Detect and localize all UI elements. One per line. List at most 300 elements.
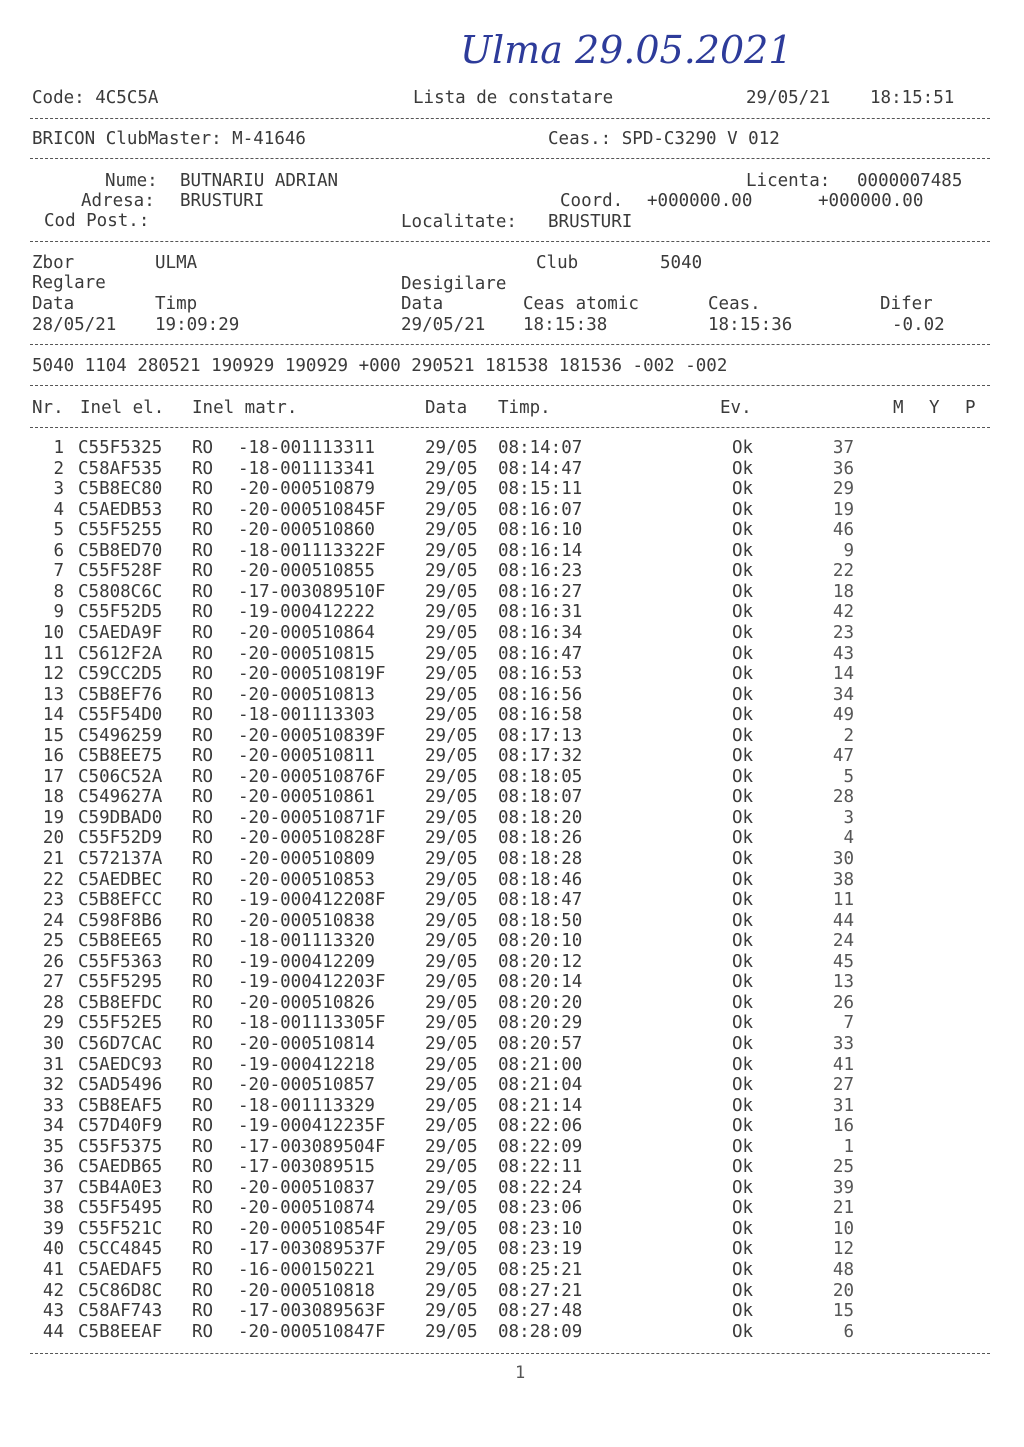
country-code: RO (192, 807, 214, 828)
arrival-date: 29/05 (425, 807, 478, 828)
position: 26 (832, 992, 854, 1013)
position: 12 (832, 1239, 854, 1260)
country-code: RO (192, 1033, 214, 1054)
event-status: Ok (732, 766, 754, 787)
country-code: RO (192, 746, 214, 767)
row-number: 37 (42, 1177, 64, 1198)
arrival-time: 08:16:23 (498, 561, 583, 582)
electronic-ring: C5C86D8C (78, 1280, 163, 1301)
table-row (0, 1281, 1024, 1302)
event-status: Ok (732, 705, 754, 726)
club-label: Club (536, 253, 579, 273)
event-status: Ok (732, 1218, 754, 1239)
table-row (0, 1096, 1024, 1117)
arrival-date: 29/05 (425, 951, 478, 972)
arrival-date: 29/05 (425, 746, 478, 767)
country-code: RO (192, 869, 214, 890)
document-title: Lista de constatare (413, 88, 614, 108)
electronic-ring: C5CC4845 (78, 1239, 163, 1260)
table-row (0, 1178, 1024, 1199)
row-number: 30 (42, 1033, 64, 1054)
event-status: Ok (732, 458, 754, 479)
license-value: 0000007485 (857, 171, 963, 191)
country-code: RO (192, 458, 214, 479)
desig-clock-time: 18:15:36 (708, 315, 793, 335)
divider (30, 1353, 990, 1354)
arrival-date: 29/05 (425, 1033, 478, 1054)
divider (30, 241, 990, 242)
arrival-date: 29/05 (425, 705, 478, 726)
country-code: RO (192, 561, 214, 582)
electronic-ring: C5AEDAF5 (78, 1260, 163, 1280)
arrival-time: 08:23:06 (498, 1198, 583, 1219)
table-row (0, 952, 1024, 973)
table-row (0, 1198, 1024, 1219)
electronic-ring: C5496259 (78, 725, 163, 746)
arrival-date: 29/05 (425, 479, 478, 500)
position: 33 (832, 1033, 854, 1054)
address-label: Adresa: (81, 191, 155, 211)
position: 43 (832, 643, 854, 664)
reglare-time: 19:09:29 (155, 315, 240, 335)
position: 4 (843, 828, 854, 849)
row-number: 27 (42, 972, 64, 993)
arrival-date: 29/05 (425, 561, 478, 582)
arrival-time: 08:17:13 (498, 725, 583, 746)
divider (30, 158, 990, 159)
ring-number: -17-003089504F (238, 1136, 386, 1157)
arrival-date: 29/05 (425, 1136, 478, 1157)
col-y: Y (929, 398, 940, 418)
event-status: Ok (732, 1198, 754, 1219)
position: 21 (832, 1198, 854, 1219)
table-row (0, 1260, 1024, 1281)
position: 38 (832, 869, 854, 890)
table-row (0, 541, 1024, 562)
ring-number: -20-000510839F (238, 725, 386, 746)
electronic-ring: C58AF535 (78, 458, 163, 479)
print-time: 18:15:51 (870, 88, 955, 108)
row-number: 26 (42, 951, 64, 972)
event-status: Ok (732, 725, 754, 746)
zbor-label: Zbor (32, 253, 75, 273)
row-number: 38 (42, 1198, 64, 1219)
event-status: Ok (732, 479, 754, 500)
fancier-name: BUTNARIU ADRIAN (180, 171, 339, 191)
electronic-ring: C59DBAD0 (78, 807, 163, 828)
electronic-ring: C5B8EC80 (78, 479, 163, 500)
country-code: RO (192, 643, 214, 664)
country-code: RO (192, 1013, 214, 1034)
ring-number: -20-000510828F (238, 828, 386, 849)
ring-number: -20-000510855 (238, 561, 375, 582)
arrival-time: 08:20:29 (498, 1013, 583, 1034)
position: 22 (832, 561, 854, 582)
arrival-date: 29/05 (425, 458, 478, 479)
desigilare-label: Desigilare (401, 274, 507, 294)
event-status: Ok (732, 1321, 754, 1342)
arrival-date: 29/05 (425, 581, 478, 602)
row-number: 11 (42, 643, 64, 664)
table-row (0, 828, 1024, 849)
arrival-date: 29/05 (425, 622, 478, 643)
position: 3 (843, 807, 854, 828)
event-status: Ok (732, 807, 754, 828)
country-code: RO (192, 1218, 214, 1239)
position: 49 (832, 705, 854, 726)
arrival-time: 08:20:20 (498, 992, 583, 1013)
print-date: 29/05/21 (746, 88, 831, 108)
arrival-date: 29/05 (425, 725, 478, 746)
country-code: RO (192, 1177, 214, 1198)
event-status: Ok (732, 643, 754, 664)
divider (30, 427, 990, 428)
address-value: BRUSTURI (180, 191, 265, 211)
arrival-date: 29/05 (425, 1218, 478, 1239)
country-code: RO (192, 910, 214, 931)
ring-number: -20-000510860 (238, 520, 375, 541)
arrival-time: 08:18:05 (498, 766, 583, 787)
electronic-ring: C5B8EF76 (78, 684, 163, 705)
electronic-ring: C58AF743 (78, 1301, 163, 1322)
row-number: 9 (53, 602, 64, 623)
table-row (0, 726, 1024, 747)
row-number: 7 (53, 561, 64, 582)
electronic-ring: C5808C6C (78, 581, 163, 602)
ring-number: -20-000510845F (238, 499, 386, 520)
name-label: Nume: (105, 171, 158, 191)
locality-label: Localitate: (401, 212, 517, 232)
col-nr: Nr. (32, 398, 64, 418)
arrival-date: 29/05 (425, 1260, 478, 1280)
ring-number: -19-000412208F (238, 890, 386, 911)
electronic-ring: C5B8EAF5 (78, 1095, 163, 1116)
row-number: 32 (42, 1075, 64, 1096)
reglare-date: 28/05/21 (32, 315, 117, 335)
desig-date: 29/05/21 (401, 315, 486, 335)
ring-number: -20-000510874 (238, 1198, 375, 1219)
position: 16 (832, 1116, 854, 1137)
ring-number: -18-001113320 (238, 931, 375, 952)
row-number: 43 (42, 1301, 64, 1322)
table-row (0, 972, 1024, 993)
row-number: 19 (42, 807, 64, 828)
country-code: RO (192, 828, 214, 849)
country-code: RO (192, 1239, 214, 1260)
row-number: 6 (53, 540, 64, 561)
table-row (0, 1239, 1024, 1260)
arrival-time: 08:16:14 (498, 540, 583, 561)
divider (30, 118, 990, 119)
arrival-date: 29/05 (425, 1280, 478, 1301)
country-code: RO (192, 1280, 214, 1301)
table-row (0, 1075, 1024, 1096)
page-number: 1 (515, 1363, 526, 1383)
table-row (0, 1301, 1024, 1322)
arrival-time: 08:21:00 (498, 1054, 583, 1075)
ring-number: -20-000510853 (238, 869, 375, 890)
table-row (0, 582, 1024, 603)
row-number: 33 (42, 1095, 64, 1116)
electronic-ring: C55F5255 (78, 520, 163, 541)
table-row (0, 438, 1024, 459)
arrival-date: 29/05 (425, 828, 478, 849)
event-status: Ok (732, 540, 754, 561)
row-number: 14 (42, 705, 64, 726)
row-number: 28 (42, 992, 64, 1013)
clock-label: Ceas.: SPD-C3290 V 012 (548, 129, 780, 149)
arrival-date: 29/05 (425, 1321, 478, 1342)
arrival-date: 29/05 (425, 1054, 478, 1075)
table-row (0, 520, 1024, 541)
table-row (0, 1137, 1024, 1158)
ring-number: -18-001113322F (238, 540, 386, 561)
ring-number: -20-000510847F (238, 1321, 386, 1342)
row-number: 17 (42, 766, 64, 787)
arrival-time: 08:20:14 (498, 972, 583, 993)
arrival-time: 08:23:10 (498, 1218, 583, 1239)
row-number: 3 (53, 479, 64, 500)
country-code: RO (192, 479, 214, 500)
event-status: Ok (732, 972, 754, 993)
country-code: RO (192, 499, 214, 520)
col-timp: Timp. (498, 398, 551, 418)
ceas-atomic-label: Ceas atomic (523, 294, 639, 314)
arrival-time: 08:16:56 (498, 684, 583, 705)
ring-number: -17-003089563F (238, 1301, 386, 1322)
ring-number: -20-000510813 (238, 684, 375, 705)
electronic-ring: C56D7CAC (78, 1033, 163, 1054)
col-data: Data (425, 398, 468, 418)
arrival-time: 08:15:11 (498, 479, 583, 500)
event-status: Ok (732, 787, 754, 808)
row-number: 16 (42, 746, 64, 767)
event-status: Ok (732, 1013, 754, 1034)
country-code: RO (192, 1054, 214, 1075)
row-number: 18 (42, 787, 64, 808)
position: 27 (832, 1075, 854, 1096)
ring-number: -19-000412209 (238, 951, 375, 972)
arrival-time: 08:20:12 (498, 951, 583, 972)
position: 11 (832, 890, 854, 911)
ring-number: -16-000150221 (238, 1260, 375, 1280)
position: 7 (843, 1013, 854, 1034)
arrival-date: 29/05 (425, 766, 478, 787)
electronic-ring: C5B8ED70 (78, 540, 163, 561)
arrival-date: 29/05 (425, 1075, 478, 1096)
coord-label: Coord. (560, 191, 624, 211)
ring-number: -20-000510838 (238, 910, 375, 931)
club-value: 5040 (660, 253, 703, 273)
arrival-date: 29/05 (425, 438, 478, 458)
ring-number: -19-000412203F (238, 972, 386, 993)
row-number: 24 (42, 910, 64, 931)
row-number: 10 (42, 622, 64, 643)
ring-number: -17-003089510F (238, 581, 386, 602)
desig-atomic-time: 18:15:38 (523, 315, 608, 335)
country-code: RO (192, 684, 214, 705)
country-code: RO (192, 520, 214, 541)
arrival-date: 29/05 (425, 684, 478, 705)
locality-value: BRUSTURI (548, 212, 633, 232)
row-number: 44 (42, 1321, 64, 1342)
event-status: Ok (732, 849, 754, 869)
arrival-date: 29/05 (425, 499, 478, 520)
electronic-ring: C55F528F (78, 561, 163, 582)
arrival-time: 08:21:14 (498, 1095, 583, 1116)
country-code: RO (192, 1321, 214, 1342)
arrival-date: 29/05 (425, 1198, 478, 1219)
position: 48 (832, 1260, 854, 1280)
row-number: 8 (53, 581, 64, 602)
country-code: RO (192, 540, 214, 561)
row-number: 41 (42, 1260, 64, 1280)
event-status: Ok (732, 1054, 754, 1075)
table-row (0, 561, 1024, 582)
electronic-ring: C5B8EE65 (78, 931, 163, 952)
electronic-ring: C55F52D5 (78, 602, 163, 623)
position: 37 (832, 438, 854, 458)
event-status: Ok (732, 828, 754, 849)
arrival-date: 29/05 (425, 1177, 478, 1198)
ring-number: -20-000510857 (238, 1075, 375, 1096)
country-code: RO (192, 438, 214, 458)
difer-label: Difer (880, 294, 933, 314)
ring-number: -20-000510837 (238, 1177, 375, 1198)
electronic-ring: C5AD5496 (78, 1075, 163, 1096)
table-row (0, 849, 1024, 870)
arrival-date: 29/05 (425, 972, 478, 993)
position: 6 (843, 1321, 854, 1342)
table-row (0, 746, 1024, 767)
row-number: 42 (42, 1280, 64, 1301)
arrival-time: 08:14:07 (498, 438, 583, 458)
electronic-ring: C55F5295 (78, 972, 163, 993)
row-number: 31 (42, 1054, 64, 1075)
country-code: RO (192, 602, 214, 623)
arrival-time: 08:18:20 (498, 807, 583, 828)
electronic-ring: C549627A (78, 787, 163, 808)
country-code: RO (192, 972, 214, 993)
event-status: Ok (732, 1116, 754, 1137)
row-number: 36 (42, 1157, 64, 1178)
arrival-time: 08:18:50 (498, 910, 583, 931)
position: 23 (832, 622, 854, 643)
arrival-time: 08:16:58 (498, 705, 583, 726)
table-row (0, 1013, 1024, 1034)
arrival-time: 08:21:04 (498, 1075, 583, 1096)
code-line: 5040 1104 280521 190929 190929 +000 290521 181538 181536 -002 -002 (32, 356, 728, 376)
electronic-ring: C55F5375 (78, 1136, 163, 1157)
country-code: RO (192, 622, 214, 643)
position: 19 (832, 499, 854, 520)
table-row (0, 808, 1024, 829)
ring-number: -20-000510809 (238, 849, 375, 869)
table-row (0, 1322, 1024, 1343)
arrival-time: 08:22:06 (498, 1116, 583, 1137)
position: 9 (843, 540, 854, 561)
position: 42 (832, 602, 854, 623)
position: 41 (832, 1054, 854, 1075)
postcode-label: Cod Post.: (44, 211, 150, 231)
event-status: Ok (732, 931, 754, 952)
table-row (0, 870, 1024, 891)
event-status: Ok (732, 1260, 754, 1280)
position: 47 (832, 746, 854, 767)
table-row (0, 993, 1024, 1014)
arrival-time: 08:25:21 (498, 1260, 583, 1280)
event-status: Ok (732, 622, 754, 643)
position: 13 (832, 972, 854, 993)
country-code: RO (192, 951, 214, 972)
table-row (0, 1116, 1024, 1137)
row-number: 15 (42, 725, 64, 746)
ceas-label: Ceas. (708, 294, 761, 314)
arrival-date: 29/05 (425, 540, 478, 561)
country-code: RO (192, 581, 214, 602)
row-number: 20 (42, 828, 64, 849)
desig-data-label: Data (401, 294, 444, 314)
arrival-time: 08:27:48 (498, 1301, 583, 1322)
ring-number: -18-001113311 (238, 438, 375, 458)
arrival-time: 08:18:47 (498, 890, 583, 911)
ring-number: -19-000412218 (238, 1054, 375, 1075)
handwritten-annotation: Ulma 29.05.2021 (460, 28, 793, 72)
electronic-ring: C5AEDB65 (78, 1157, 163, 1178)
table-row (0, 890, 1024, 911)
arrival-date: 29/05 (425, 1301, 478, 1322)
reglare-label: Reglare (32, 273, 106, 293)
arrival-time: 08:16:07 (498, 499, 583, 520)
reglare-timp-label: Timp (155, 294, 198, 314)
ring-number: -18-001113329 (238, 1095, 375, 1116)
arrival-time: 08:23:19 (498, 1239, 583, 1260)
electronic-ring: C5612F2A (78, 643, 163, 664)
event-status: Ok (732, 520, 754, 541)
event-status: Ok (732, 1177, 754, 1198)
ring-number: -20-000510871F (238, 807, 386, 828)
ring-number: -20-000510819F (238, 664, 386, 685)
position: 34 (832, 684, 854, 705)
electronic-ring: C5B4A0E3 (78, 1177, 163, 1198)
arrival-date: 29/05 (425, 1116, 478, 1137)
arrival-time: 08:18:28 (498, 849, 583, 869)
event-status: Ok (732, 992, 754, 1013)
electronic-ring: C55F521C (78, 1218, 163, 1239)
event-status: Ok (732, 1157, 754, 1178)
row-number: 35 (42, 1136, 64, 1157)
ring-number: -19-000412235F (238, 1116, 386, 1137)
position: 10 (832, 1218, 854, 1239)
arrival-time: 08:16:47 (498, 643, 583, 664)
arrival-date: 29/05 (425, 520, 478, 541)
table-row (0, 623, 1024, 644)
position: 45 (832, 951, 854, 972)
position: 30 (832, 849, 854, 869)
country-code: RO (192, 1157, 214, 1178)
table-row (0, 931, 1024, 952)
row-number: 12 (42, 664, 64, 685)
table-row (0, 602, 1024, 623)
arrival-time: 08:22:11 (498, 1157, 583, 1178)
position: 29 (832, 479, 854, 500)
country-code: RO (192, 1260, 214, 1280)
position: 24 (832, 931, 854, 952)
event-status: Ok (732, 561, 754, 582)
event-status: Ok (732, 664, 754, 685)
arrival-date: 29/05 (425, 602, 478, 623)
electronic-ring: C506C52A (78, 766, 163, 787)
